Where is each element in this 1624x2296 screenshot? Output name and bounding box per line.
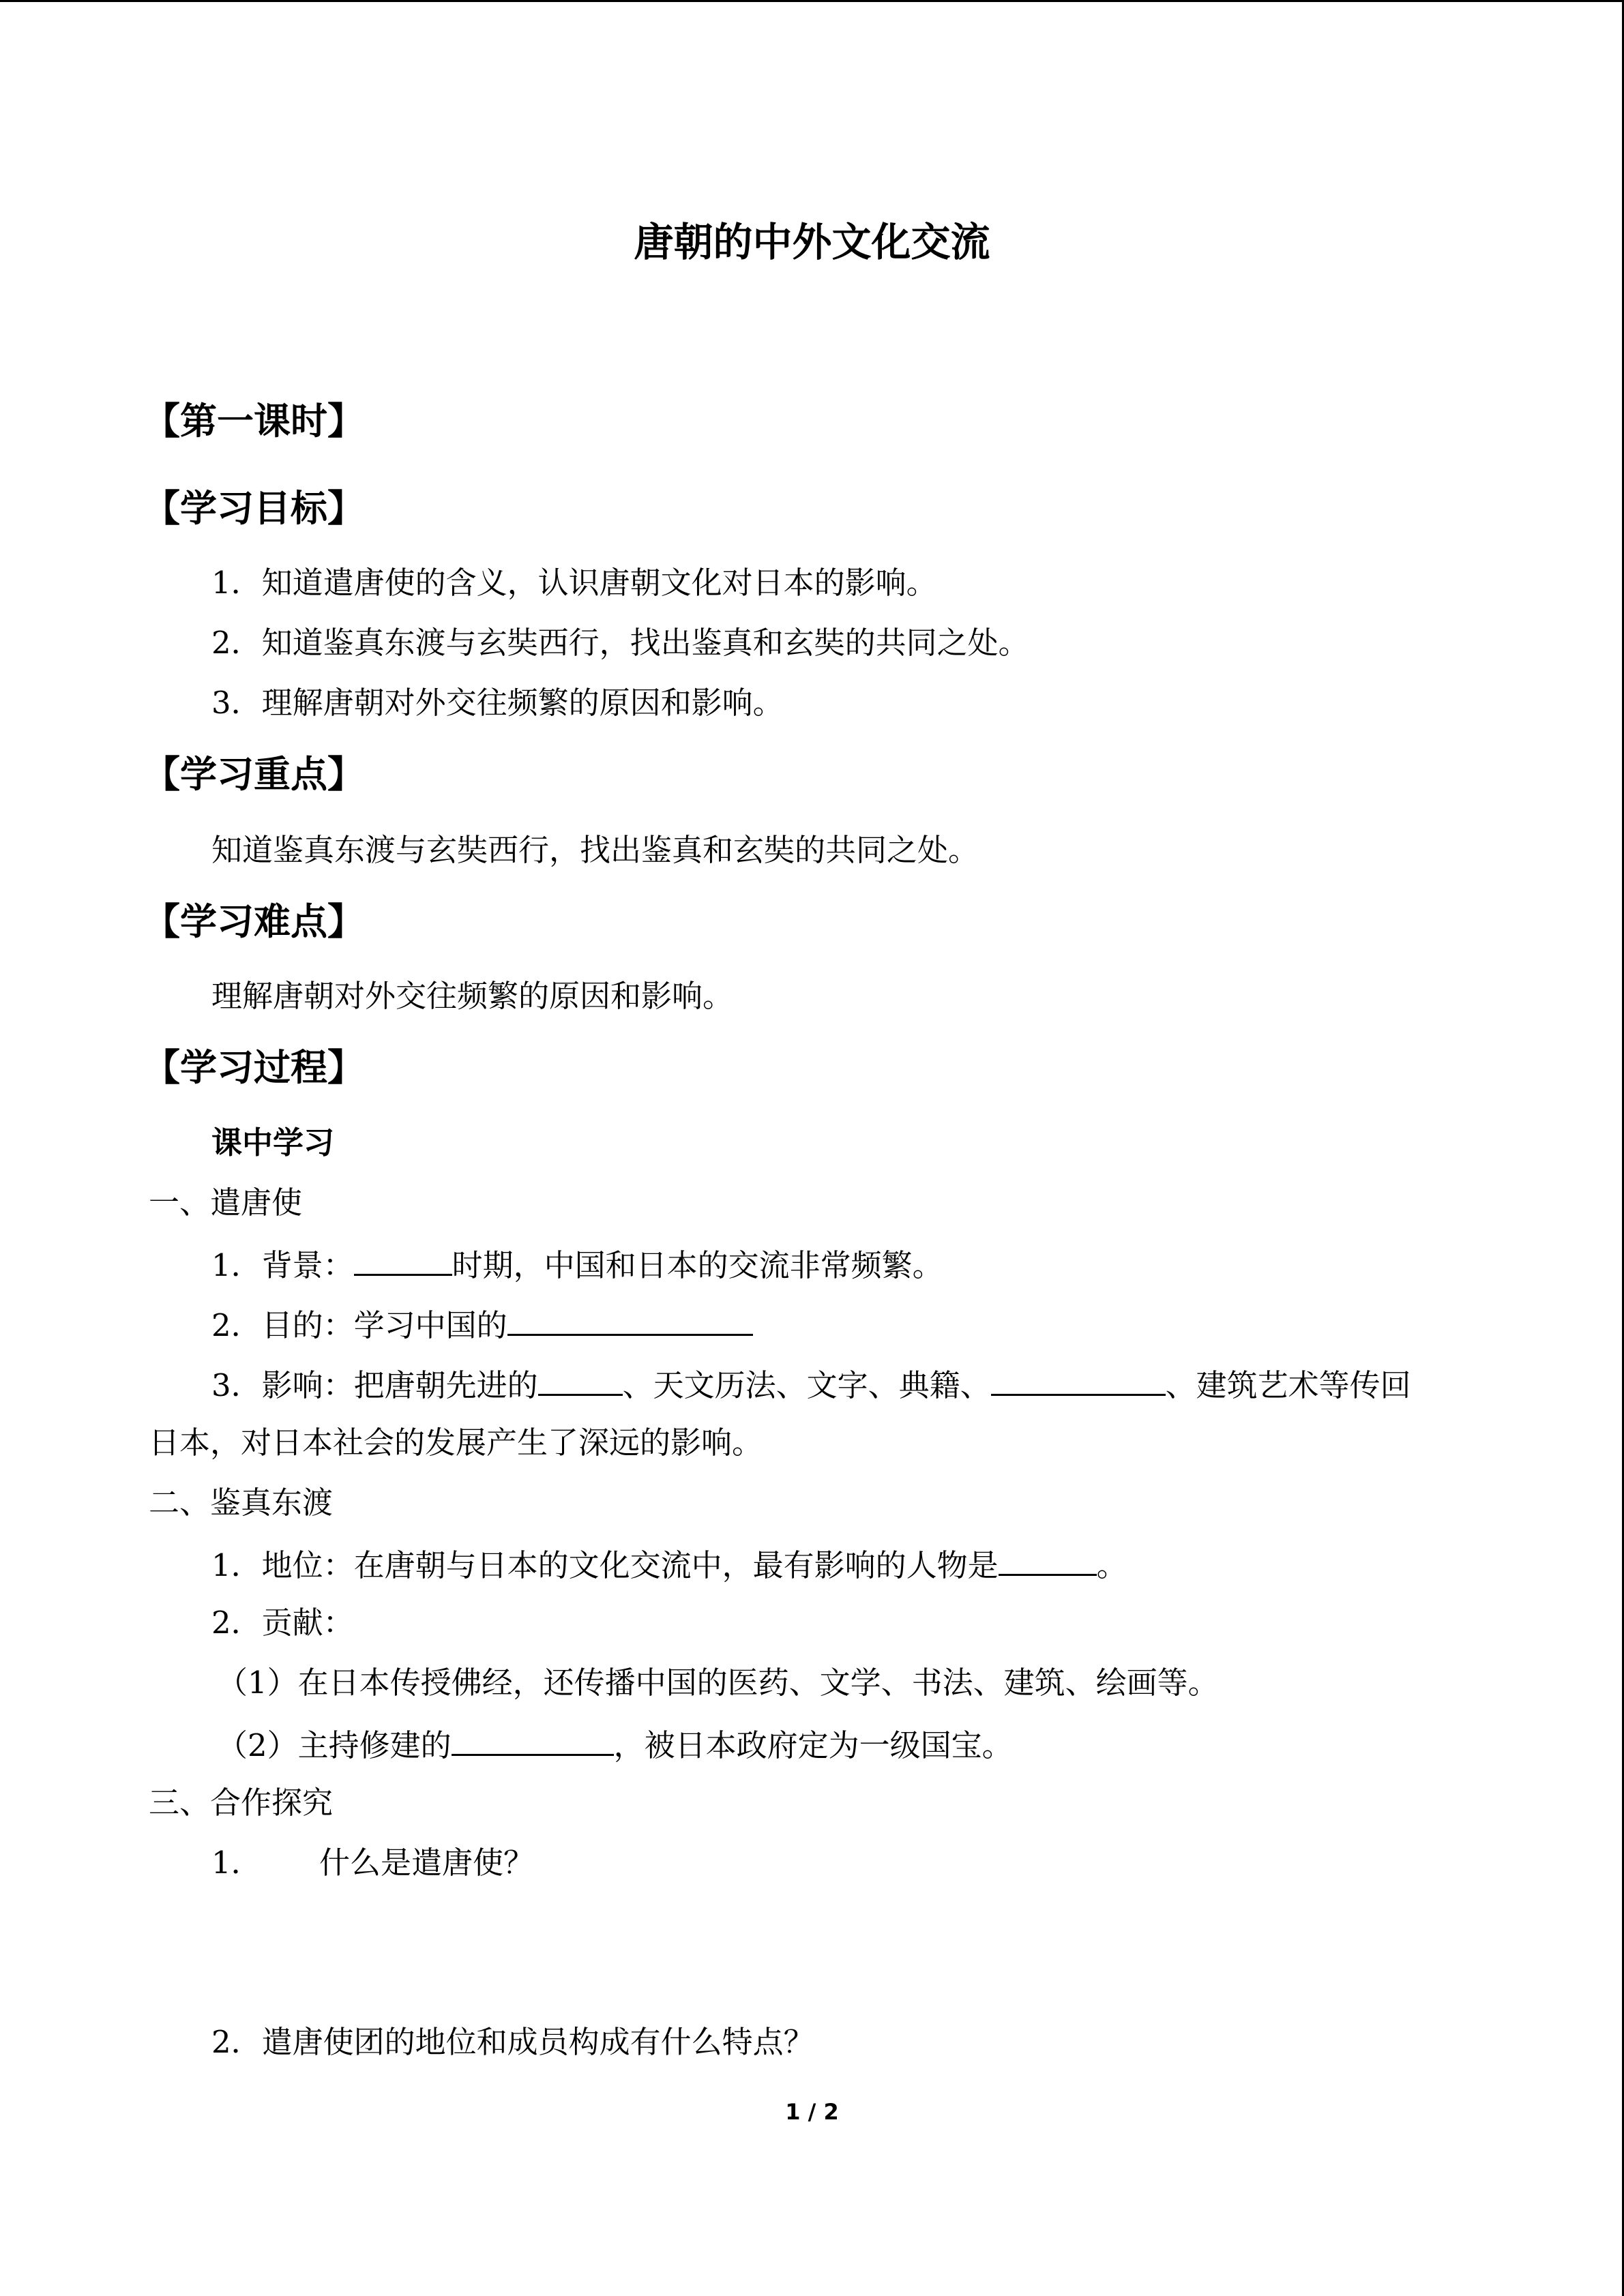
section-title: 二、鉴真东渡	[149, 1485, 334, 1521]
impact-line	[211, 1362, 1411, 1406]
heading-difficulties: 【学习难点】	[143, 899, 364, 943]
status-line	[211, 1542, 1127, 1586]
line-suffix: ，被日本政府定为一级国宝。	[613, 1727, 1013, 1763]
line-middle: 、天文历法、文字、典籍、	[622, 1367, 991, 1403]
background-line	[211, 1242, 943, 1286]
section-title: 一、遣唐使	[149, 1184, 303, 1221]
heading-process: 【学习过程】	[143, 1045, 364, 1089]
heading-key-points: 【学习重点】	[143, 752, 364, 796]
line-suffix: 、建筑艺术等传回	[1165, 1367, 1411, 1403]
fill-blank[interactable]	[999, 1542, 1097, 1576]
question-item: 2．遣唐使团的地位和成员构成有什么特点？	[211, 2024, 814, 2060]
objective-item: 1．知道遣唐使的含义，认识唐朝文化对日本的影响。	[211, 565, 937, 601]
difficulty-text: 理解唐朝对外交往频繁的原因和影响。	[211, 978, 734, 1014]
fill-blank[interactable]	[452, 1723, 614, 1756]
question-number: 1．	[211, 1845, 262, 1881]
section-title: 三、合作探究	[149, 1785, 334, 1821]
fill-blank[interactable]	[991, 1362, 1166, 1396]
document-title: 唐朝的中外文化交流	[634, 219, 990, 265]
heading-objectives: 【学习目标】	[143, 486, 364, 530]
line-suffix: 。	[1096, 1547, 1127, 1583]
in-class-label: 课中学习	[211, 1124, 335, 1161]
fill-blank[interactable]	[354, 1242, 452, 1276]
line-prefix: 1．背景：	[211, 1247, 354, 1283]
contribution-label: 2．贡献：	[211, 1605, 354, 1641]
objective-item: 3．理解唐朝对外交往频繁的原因和影响。	[211, 685, 784, 721]
line-suffix: 时期，中国和日本的交流非常频繁。	[452, 1247, 943, 1283]
impact-line-continued: 日本，对日本社会的发展产生了深远的影响。	[149, 1425, 763, 1461]
fill-blank[interactable]	[538, 1362, 623, 1396]
contribution-sub-item	[217, 1723, 1013, 1766]
line-prefix: （2）主持修建的	[217, 1727, 452, 1763]
question-text: 什么是遣唐使？	[319, 1845, 535, 1881]
key-point-text: 知道鉴真东渡与玄奘西行，找出鉴真和玄奘的共同之处。	[211, 832, 979, 868]
line-prefix: 3．影响：把唐朝先进的	[211, 1367, 538, 1403]
heading-lesson: 【第一课时】	[143, 399, 364, 443]
page-number: 1 / 2	[785, 2099, 839, 2125]
fill-blank[interactable]	[507, 1302, 753, 1336]
line-prefix: 1．地位：在唐朝与日本的文化交流中，最有影响的人物是	[211, 1547, 999, 1583]
line-prefix: 2．目的：学习中国的	[211, 1307, 507, 1343]
contribution-sub-item: （1）在日本传授佛经，还传播中国的医药、文学、书法、建筑、绘画等。	[217, 1665, 1219, 1701]
objective-item: 2．知道鉴真东渡与玄奘西行，找出鉴真和玄奘的共同之处。	[211, 625, 1029, 661]
purpose-line	[211, 1302, 753, 1346]
